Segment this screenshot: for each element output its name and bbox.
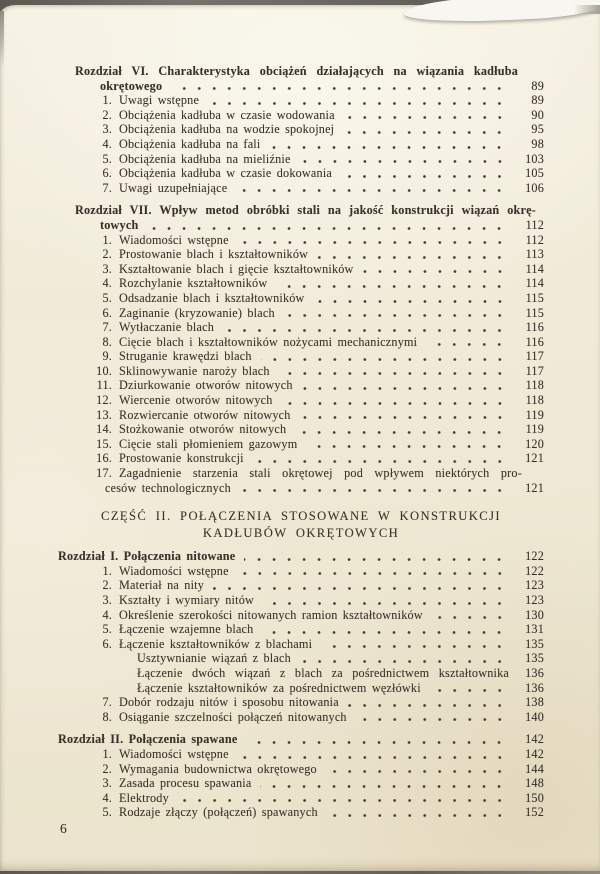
entry-number: 4. (102, 276, 112, 291)
entry-number: 16. (96, 451, 112, 466)
entry-label: Struganie krawędzi blach (119, 349, 252, 364)
entry-label: Cięcie blach i kształtowników nożycami mechanicznymi (119, 334, 418, 349)
dot-leader (432, 616, 507, 619)
dot-leader (223, 329, 507, 332)
toc-entry-row (58, 349, 544, 364)
toc-entry-row (58, 291, 544, 306)
entry-label: Obciążenia kadłuba na fali (119, 136, 261, 151)
entry-label: Wymagania budownictwa okrętowego (119, 761, 317, 776)
toc-entry-row (58, 335, 544, 350)
toc-entry-row (58, 122, 544, 137)
entry-label: Kształty i wymiary nitów (119, 593, 255, 607)
torn-paper-corner-top-right (404, 0, 600, 25)
entry-number: 1. (102, 563, 112, 578)
toc-entry-row (58, 378, 544, 393)
toc-entry-row (58, 393, 544, 408)
entry-number: 4. (102, 607, 112, 622)
entry-number: 5. (102, 805, 112, 820)
dot-leader (295, 431, 507, 434)
entry-number: 1. (102, 746, 112, 761)
entry-label: Obciążenia kadłuba na mieliźnie (119, 151, 291, 166)
entry-number: 2. (102, 761, 112, 776)
entry-page-number: 122 (525, 549, 544, 564)
entry-page-number: 112 (525, 232, 544, 247)
toc-entry-row (58, 166, 544, 181)
entry-page-number: 131 (525, 622, 544, 637)
entry-page-number: 130 (525, 607, 544, 622)
scan-edge-left (0, 11, 4, 69)
entry-page-number: 105 (525, 166, 544, 181)
toc-entry-row (58, 247, 544, 262)
dot-leader (147, 227, 507, 230)
entry-label: Obciążenia kadłuba w czasie dokowania (119, 166, 333, 181)
dot-leader (253, 460, 507, 463)
entry-page-number: 140 (525, 709, 544, 724)
entry-label: Zaginanie (kryzowanie) blach (119, 305, 275, 320)
dot-leader (302, 387, 507, 390)
dot-leader (262, 631, 507, 634)
entry-page-number: 113 (525, 247, 544, 262)
dot-leader (171, 87, 507, 90)
entry-label: Cięcie stali płomieniem gazowym (119, 436, 298, 451)
toc-entry-row (58, 747, 544, 762)
dot-leader (238, 241, 507, 244)
entry-label: Łączenie kształtowników za pośrednictwem węzłówki (137, 680, 421, 695)
dot-leader (363, 270, 507, 273)
entry-number: 12. (96, 393, 112, 408)
toc-entry-row (58, 791, 544, 806)
entry-label: Stożkowanie otworów nitowych (119, 422, 287, 437)
entry-label: Prostowanie blach i kształtowników (119, 247, 309, 262)
toc-entry-row (58, 593, 544, 608)
entry-page-number: 135 (525, 636, 544, 651)
toc-entry-row (58, 681, 544, 696)
dot-leader (327, 814, 507, 817)
entry-page-number: 114 (525, 276, 544, 291)
entry-number: 14. (96, 422, 112, 437)
entry-label: Wiadomości wstępne (119, 232, 229, 247)
dot-leader (236, 189, 507, 192)
toc-entry-row (58, 805, 544, 820)
page-folio-number: 6 (60, 821, 67, 836)
entry-number: 6. (102, 166, 112, 181)
dot-leader (261, 358, 507, 361)
toc-section-part2-chapter-i (58, 549, 544, 724)
entry-number: 6. (102, 305, 112, 320)
dot-leader (348, 704, 507, 707)
toc-section-chapter-vii (58, 203, 544, 495)
entry-page-number: 142 (525, 732, 544, 747)
entry-page-number: 120 (525, 436, 544, 451)
entry-page-number: 119 (525, 422, 544, 437)
toc-entry-row (58, 93, 544, 108)
toc-entry-row (58, 651, 544, 666)
chapter-heading-row (58, 549, 544, 564)
dot-leader (240, 489, 507, 492)
dot-leader (321, 645, 507, 648)
dot-leader (244, 558, 507, 561)
entry-page-number: 89 (531, 93, 544, 108)
entry-page-number: 152 (525, 805, 544, 820)
entry-number: 4. (102, 790, 112, 805)
dot-leader (426, 343, 507, 346)
entry-label: Elektrody (119, 790, 169, 805)
dot-leader (326, 770, 507, 773)
dot-leader (300, 660, 507, 663)
toc-entry-row (58, 776, 544, 791)
entry-label: Dziurkowanie otworów nitowych (119, 378, 293, 393)
dot-leader (178, 799, 507, 802)
toc-entry-row (58, 437, 544, 452)
toc-entry-row (58, 320, 544, 335)
entry-label: Wiadomości wstępne (119, 746, 229, 761)
entry-page-number: 112 (525, 217, 544, 232)
toc-entry-row (58, 666, 544, 681)
toc-entry-row (58, 608, 544, 623)
entry-number: 3. (102, 776, 112, 791)
entry-page-number: 116 (525, 320, 544, 335)
dot-leader (213, 587, 507, 590)
dot-leader (300, 416, 507, 419)
entry-page-number: 121 (525, 480, 544, 495)
part-title-line-2: KADŁUBÓW OKRĘTOWYCH (202, 526, 400, 541)
entry-page-number: 95 (531, 122, 544, 137)
entry-page-number: 116 (525, 334, 544, 349)
entry-label: Kształtowanie blach i gięcie kształtowników (119, 261, 354, 276)
entry-number: 7. (102, 180, 112, 195)
chapter-heading-line-1: Rozdział VI. Charakterystyka obciążeń działających na wiązania kadłuba (75, 64, 518, 78)
dot-leader (276, 285, 507, 288)
entry-label: Wytłaczanie blach (119, 320, 215, 335)
entry-number: 5. (102, 622, 112, 637)
chapter-heading-line-1: Rozdział VII. Wpływ metod obróbki stali na jakość konstrukcji wiązań okrę- (75, 203, 536, 218)
scan-edge-top-right (574, 5, 600, 14)
entry-number: 5. (102, 290, 112, 305)
entry-number: 4. (102, 136, 112, 151)
entry-page-number: 121 (525, 451, 544, 466)
dot-leader (306, 445, 507, 448)
dot-leader (341, 175, 507, 178)
entry-number: 2. (102, 107, 112, 122)
toc-entry-row (58, 695, 544, 710)
entry-page-number: 138 (525, 695, 544, 710)
toc-entry-row-wrapped-line-2 (58, 481, 544, 496)
toc-entry-row (58, 564, 544, 579)
dot-leader (260, 785, 507, 788)
toc-entry-row (58, 108, 544, 123)
toc-section-part2-chapter-ii (58, 732, 544, 820)
dot-leader (246, 741, 507, 744)
entry-page-number: 89 (531, 78, 544, 93)
entry-label: Rodzaje złączy (połączeń) spawanych (119, 805, 318, 820)
entry-label: Rozchylanie kształtowników (119, 276, 268, 291)
dot-leader (284, 314, 507, 317)
toc-entry-row (58, 152, 544, 167)
dot-leader (430, 689, 507, 692)
entry-page-number: 103 (525, 151, 544, 166)
entry-number: 8. (102, 709, 112, 724)
dot-leader (344, 116, 507, 119)
chapter-heading-continuation-row (58, 218, 544, 233)
dot-leader (356, 718, 507, 721)
entry-label: Rozwiercanie otworów nitowych (119, 407, 291, 422)
entry-page-number: 106 (525, 180, 544, 195)
toc-entry-row-wrapped-line-1 (58, 466, 544, 481)
entry-page-number: 150 (525, 790, 544, 805)
chapter-heading: Rozdział I. Połączenia nitowane (58, 549, 236, 564)
part-title (58, 508, 544, 542)
entry-number: 8. (102, 334, 112, 349)
chapter-heading: Rozdział II. Połączenia spawane (58, 732, 238, 747)
entry-label: Zasada procesu spawania (119, 776, 252, 791)
entry-page-number: 119 (525, 407, 544, 422)
entry-label: Uwagi wstępne (119, 93, 200, 108)
entry-page-number: 118 (525, 378, 544, 393)
entry-number: 5. (102, 151, 112, 166)
dot-leader (343, 131, 507, 134)
paper-sheet (0, 5, 600, 871)
entry-page-number: 98 (531, 136, 544, 151)
entry-number: 2. (102, 578, 112, 593)
table-of-contents (58, 64, 544, 820)
entry-page-number: 122 (525, 563, 544, 578)
toc-item-list (58, 93, 544, 195)
entry-number: 6. (102, 636, 112, 651)
toc-entry-row (58, 233, 544, 248)
entry-label: Łączenie dwóch wiązań z blach za pośrednictwem kształtownika (137, 665, 509, 680)
chapter-heading-continuation: towych (100, 217, 139, 232)
entry-page-number: 90 (531, 107, 544, 122)
toc-entry-row (58, 262, 544, 277)
entry-number: 11. (96, 378, 112, 393)
toc-entry-row (58, 137, 544, 152)
dot-leader (300, 160, 507, 163)
entry-label: Prostowanie konstrukcji (119, 451, 244, 466)
entry-page-number: 135 (525, 651, 544, 666)
toc-item-list (58, 233, 544, 467)
toc-section-chapter-vi (58, 64, 544, 195)
entry-number: 1. (102, 232, 112, 247)
dot-leader (208, 102, 507, 105)
entry-number: 17. (96, 466, 112, 481)
entry-number: 1. (102, 93, 112, 108)
toc-entry-row (58, 306, 544, 321)
entry-page-number: 115 (525, 290, 544, 305)
entry-page-number: 115 (525, 305, 544, 320)
entry-number: 2. (102, 247, 112, 262)
toc-entry-row (58, 364, 544, 379)
toc-entry-row (58, 451, 544, 466)
entry-label: Wiercenie otworów nitowych (119, 393, 273, 408)
dot-leader (263, 602, 507, 605)
toc-entry-row (58, 637, 544, 652)
entry-number: 15. (96, 436, 112, 451)
toc-entry-row (58, 710, 544, 725)
toc-entry-row (58, 578, 544, 593)
entry-page-number: 142 (525, 746, 544, 761)
dot-leader (269, 146, 507, 149)
entry-page-number: 117 (525, 349, 544, 364)
entry-page-number: 136 (525, 665, 544, 680)
entry-page-number: 144 (525, 761, 544, 776)
entry-label: Łączenie wzajemne blach (119, 622, 254, 637)
entry-number: 3. (102, 593, 112, 607)
dot-leader (282, 402, 507, 405)
entry-label: Obciążenia kadłuba w czasie wodowania (119, 107, 335, 122)
toc-entry-row (58, 762, 544, 777)
entry-label: Łączenie kształtowników z blachami (119, 636, 313, 651)
dot-leader (317, 256, 507, 259)
entry-page-number: 123 (525, 593, 544, 607)
entry-page-number: 114 (525, 261, 544, 276)
entry-page-number: 118 (525, 393, 544, 408)
entry-page-number: 123 (525, 578, 544, 593)
entry-number: 3. (102, 261, 112, 276)
dot-leader (238, 756, 507, 759)
entry-label: Odsadzanie blach i kształtowników (119, 290, 305, 305)
entry-number: 7. (102, 320, 112, 335)
entry-label: Określenie szerokości nitowanych ramion kształtowników (119, 607, 423, 622)
entry-label: Osiąganie szczelności połączeń nitowanych (119, 709, 347, 724)
entry-number: 3. (102, 122, 112, 137)
entry-label: Sklinowywanie naroży blach (119, 363, 270, 378)
toc-item-list (58, 564, 544, 725)
entry-page-number: 148 (525, 776, 544, 791)
dot-leader (238, 572, 507, 575)
entry-number: 13. (96, 407, 112, 422)
chapter-heading-continuation: okrętowego (100, 78, 163, 93)
entry-label: Zagadnienie starzenia stali okrętowej pod wpływem niektórych pro- (119, 466, 522, 481)
dot-leader (279, 372, 507, 375)
entry-label-continuation: cesów technologicznych (105, 480, 231, 495)
entry-page-number: 136 (525, 680, 544, 695)
toc-entry-row (58, 422, 544, 437)
toc-item-list (58, 747, 544, 820)
entry-label: Materiał na nity (119, 578, 205, 593)
entry-label: Obciążenia kadłuba na wodzie spokojnej (119, 122, 335, 137)
toc-entry-row (58, 622, 544, 637)
entry-label: Uwagi uzupełniające (119, 180, 228, 195)
dot-leader (314, 300, 507, 303)
chapter-heading-row (58, 732, 544, 747)
entry-label: Dobór rodzaju nitów i sposobu nitowania (119, 695, 339, 710)
entry-number: 10. (96, 363, 112, 378)
entry-number: 9. (102, 349, 112, 364)
toc-entry-row (58, 181, 544, 196)
entry-label: Wiadomości wstępne (119, 563, 229, 578)
entry-number: 7. (102, 695, 112, 710)
chapter-heading-continuation-row (58, 79, 544, 94)
entry-label: Usztywnianie wiązań z blach (137, 651, 291, 666)
toc-entry-row (58, 276, 544, 291)
toc-entry-row (58, 408, 544, 423)
entry-page-number: 117 (525, 363, 544, 378)
part-title-line-1: CZĘŚĆ II. POŁĄCZENIA STOSOWANE W KONSTRUKCJI (101, 509, 501, 524)
